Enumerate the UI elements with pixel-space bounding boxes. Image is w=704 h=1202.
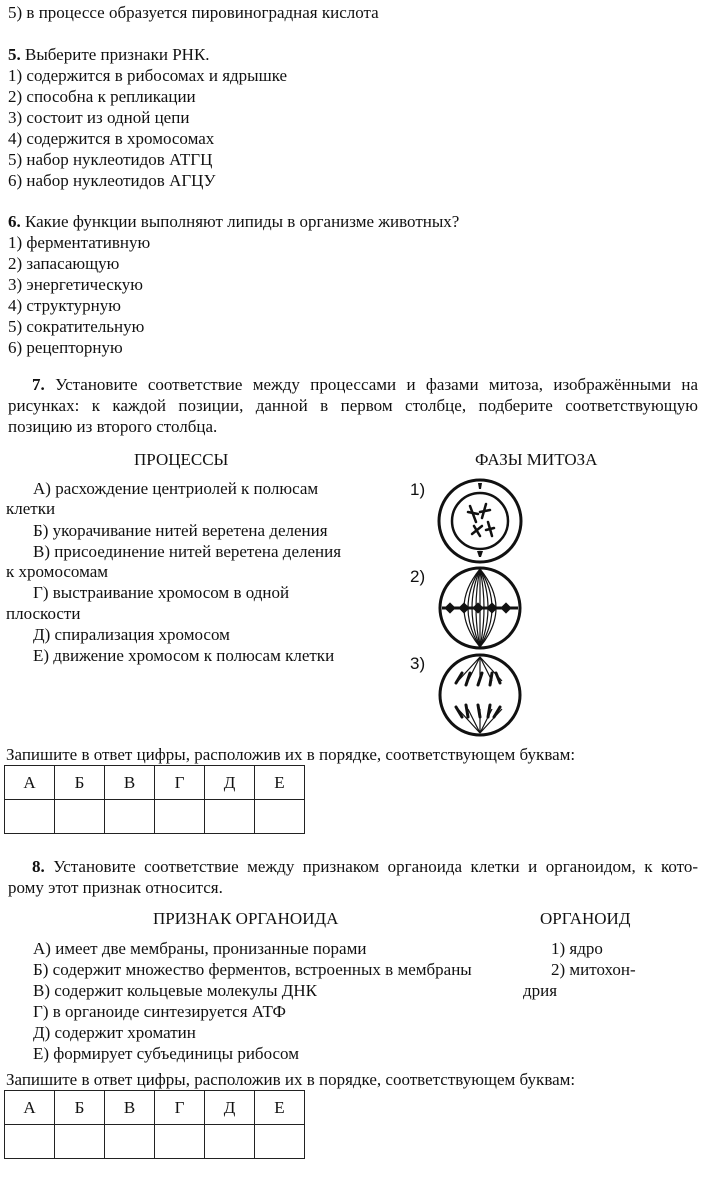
q5-option: 1) содержится в рибосомах и ядрышке (8, 66, 288, 85)
q5-question (8, 44, 210, 65)
q5-option: 4) содержится в хромосомах (8, 129, 215, 148)
answer-input-cell[interactable] (5, 800, 55, 834)
q7-text-line (8, 374, 698, 395)
q8-number: 8. (32, 857, 45, 876)
q7-process-item: В) присоединение нитей веретена деления (33, 542, 342, 561)
q5-option: 2) способна к репликации (8, 87, 196, 106)
q5-option: 3) состоит из одной цепи (8, 108, 190, 127)
answer-input-cell[interactable] (55, 800, 105, 834)
q5-number: 5. (8, 45, 21, 64)
q8-text-line: рому этот признак относится. (8, 878, 223, 897)
phase-2-label: 2) (410, 567, 426, 586)
answer-letter-cell: А (5, 1091, 55, 1125)
q4-option-5: 5) в процессе образуется пировиноградная кислота (8, 3, 379, 22)
q6-option: 4) структурную (8, 296, 121, 315)
q7-process-item: А) расхождение центриолей к полюсам (33, 479, 319, 498)
q8-feature-item: А) имеет две мембраны, пронизанные порами (33, 939, 367, 958)
q7-text-line: позицию из второго столбца. (8, 417, 218, 436)
answer-letter-cell: Г (155, 766, 205, 800)
q6-option: 1) ферментативную (8, 233, 151, 252)
q7-text-line: рисунках: к каждой позиции, данной в первом столбце, подберите соответствующую (8, 396, 698, 415)
answer-input-cell[interactable] (55, 1125, 105, 1159)
q5-question-text: Выберите признаки РНК. (25, 45, 210, 64)
q8-organelle-item: 1) ядро (551, 939, 603, 958)
q8-feature-item: Е) формирует субъединицы рибосом (33, 1044, 299, 1063)
q8-feature-item: В) содержит кольцевые молекулы ДНК (33, 981, 318, 1000)
answer-input-cell[interactable] (255, 800, 305, 834)
q8-feature-item: Г) в органоиде синтезируется АТФ (33, 1002, 286, 1021)
answer-letters-row (5, 1091, 305, 1125)
mitosis-phase-3-figure (436, 653, 524, 737)
answer-letter-cell: Д (205, 1091, 255, 1125)
answer-input-cell[interactable] (5, 1125, 55, 1159)
q7-process-item: Г) выстраивание хромосом в одной (33, 583, 290, 602)
answer-letter-cell: В (105, 766, 155, 800)
q7-process-item: плоскости (6, 604, 81, 623)
q8-feature-item: Д) содержит хроматин (33, 1023, 196, 1042)
q6-option: 3) энергетическую (8, 275, 143, 294)
answer-input-cell[interactable] (155, 1125, 205, 1159)
answer-input-cell[interactable] (205, 1125, 255, 1159)
answer-input-row (5, 800, 305, 834)
answer-input-cell[interactable] (205, 800, 255, 834)
q5-option: 6) набор нуклеотидов АГЦУ (8, 171, 216, 190)
q8-organelles-header: ОРГАНОИД (540, 909, 631, 928)
answer-letter-cell: Б (55, 1091, 105, 1125)
q7-process-item: к хромосомам (6, 562, 109, 581)
q8-features-header: ПРИЗНАК ОРГАНОИДА (153, 909, 339, 928)
q7-answer-prompt: Запишите в ответ цифры, расположив их в порядке, соответствующем буквам: (6, 745, 576, 764)
q7-process-item: Д) спирализация хромосом (33, 625, 230, 644)
answer-letter-cell: Е (255, 1091, 305, 1125)
answer-letter-cell: Г (155, 1091, 205, 1125)
q8-text: Установите соответствие между признаком органоида клетки и органоидом, к кото- (53, 857, 698, 876)
mitosis-phase-2-figure (438, 566, 522, 650)
answer-input-cell[interactable] (105, 1125, 155, 1159)
answer-letter-cell: Б (55, 766, 105, 800)
q7-processes-header: ПРОЦЕССЫ (134, 450, 229, 469)
q8-answer-table (4, 1090, 305, 1159)
q8-organelle-item: дрия (523, 981, 558, 1000)
q6-question (8, 211, 459, 232)
mitosis-phase-1-figure (436, 478, 524, 564)
q6-question-text: Какие функции выполняют липиды в организме животных? (25, 212, 460, 231)
phase-3-label: 3) (410, 654, 426, 673)
q8-answer-prompt: Запишите в ответ цифры, расположив их в порядке, соответствующем буквам: (6, 1070, 576, 1089)
answer-letters-row (5, 766, 305, 800)
q5-option: 5) набор нуклеотидов АТГЦ (8, 150, 213, 169)
answer-input-cell[interactable] (105, 800, 155, 834)
q7-process-item: Е) движение хромосом к полюсам клетки (33, 646, 335, 665)
q7-text: Установите соответствие между процессами и фазами митоза, изображёнными на (55, 375, 698, 394)
q6-number: 6. (8, 212, 21, 231)
answer-input-row (5, 1125, 305, 1159)
q6-option: 6) рецепторную (8, 338, 123, 357)
q8-organelle-item: 2) митохон- (551, 960, 636, 979)
answer-letter-cell: Е (255, 766, 305, 800)
q6-option: 2) запасающую (8, 254, 120, 273)
q8-text-line (8, 856, 698, 877)
q7-phases-header: ФАЗЫ МИТОЗА (475, 450, 598, 469)
answer-input-cell[interactable] (255, 1125, 305, 1159)
q8-feature-item: Б) содержит множество ферментов, встроенных в мембраны (33, 960, 472, 979)
q8-question (8, 856, 698, 898)
q7-number: 7. (32, 375, 45, 394)
q7-question (8, 374, 698, 437)
answer-letter-cell: А (5, 766, 55, 800)
q7-answer-table (4, 765, 305, 834)
q7-process-item: Б) укорачивание нитей веретена деления (33, 521, 328, 540)
answer-input-cell[interactable] (155, 800, 205, 834)
q7-process-item: клетки (6, 499, 56, 518)
q6-option: 5) сократительную (8, 317, 145, 336)
answer-letter-cell: В (105, 1091, 155, 1125)
answer-letter-cell: Д (205, 766, 255, 800)
phase-1-label: 1) (410, 480, 426, 499)
